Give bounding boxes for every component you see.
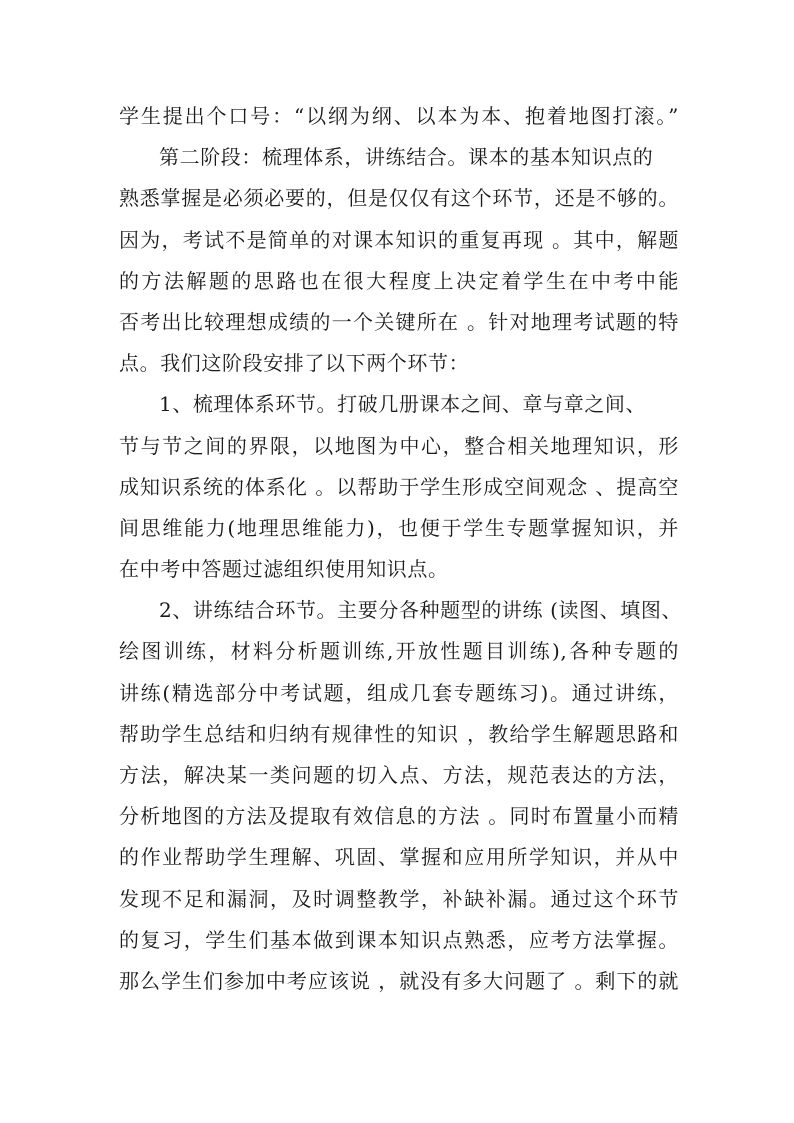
text-line-6: 否考出比较理想成绩的一个关键所在 。针对地理考试题的特 bbox=[119, 309, 679, 334]
text-line-5: 的方法解题的思路也在很大程度上决定着学生在中考中能 bbox=[119, 268, 679, 293]
text-line-21: 的复习，学生们基本做到课本知识点熟悉，应考方法掌握。 bbox=[119, 927, 679, 952]
text-line-17: 方法，解决某一类问题的切入点、方法，规范表达的方法， bbox=[119, 763, 679, 787]
text-line-8: 1、梳理体系环节。打破几册课本之间、章与章之间、 bbox=[159, 392, 647, 417]
text-line-16: 帮助学生总结和归纳有规律性的知识 ，教给学生解题思路和 bbox=[119, 721, 679, 746]
text-line-1: 学生提出个口号：“以纲为纲、以本为本、抱着地图打滚。” bbox=[119, 104, 679, 128]
text-line-2: 第二阶段：梳理体系，讲练结合。课本的基本知识点的 bbox=[159, 145, 654, 170]
text-line-7: 点。我们这阶段安排了以下两个环节： bbox=[119, 351, 470, 376]
text-line-13: 2、讲练结合环节。主要分各种题型的讲练 (读图、填图、 bbox=[159, 598, 683, 623]
text-line-4: 因为，考试不是简单的对课本知识的重复再现 。其中，解题 bbox=[119, 227, 679, 252]
text-line-12: 在中考中答题过滤组织使用知识点。 bbox=[119, 557, 449, 582]
text-line-10: 成知识系统的体系化 。以帮助于学生形成空间观念 、提高空 bbox=[119, 474, 679, 499]
text-line-14: 绘图训练，材料分析题训练,开放性题目训练),各种专题的 bbox=[119, 639, 679, 664]
text-line-3: 熟悉掌握是必须必要的，但是仅仅有这个环节，还是不够的。 bbox=[119, 186, 679, 211]
body-text bbox=[119, 96, 683, 1002]
text-line-15: 讲练(精选部分中考试题，组成几套专题练习)。通过讲练， bbox=[119, 680, 679, 705]
text-line-22: 那么学生们参加中考应该说 ，就没有多大问题了 。剩下的就 bbox=[119, 968, 679, 993]
text-line-9: 节与节之间的界限，以地图为中心，整合相关地理知识，形 bbox=[119, 433, 679, 458]
text-line-19: 的作业帮助学生理解、巩固、掌握和应用所学知识，并从中 bbox=[119, 845, 679, 870]
text-line-18: 分析地图的方法及提取有效信息的方法 。同时布置量小而精 bbox=[119, 804, 679, 829]
text-line-20: 发现不足和漏洞，及时调整教学，补缺补漏。通过这个环节 bbox=[119, 886, 679, 911]
text-line-11: 间思维能力(地理思维能力)，也便于学生专题掌握知识，并 bbox=[119, 515, 679, 540]
